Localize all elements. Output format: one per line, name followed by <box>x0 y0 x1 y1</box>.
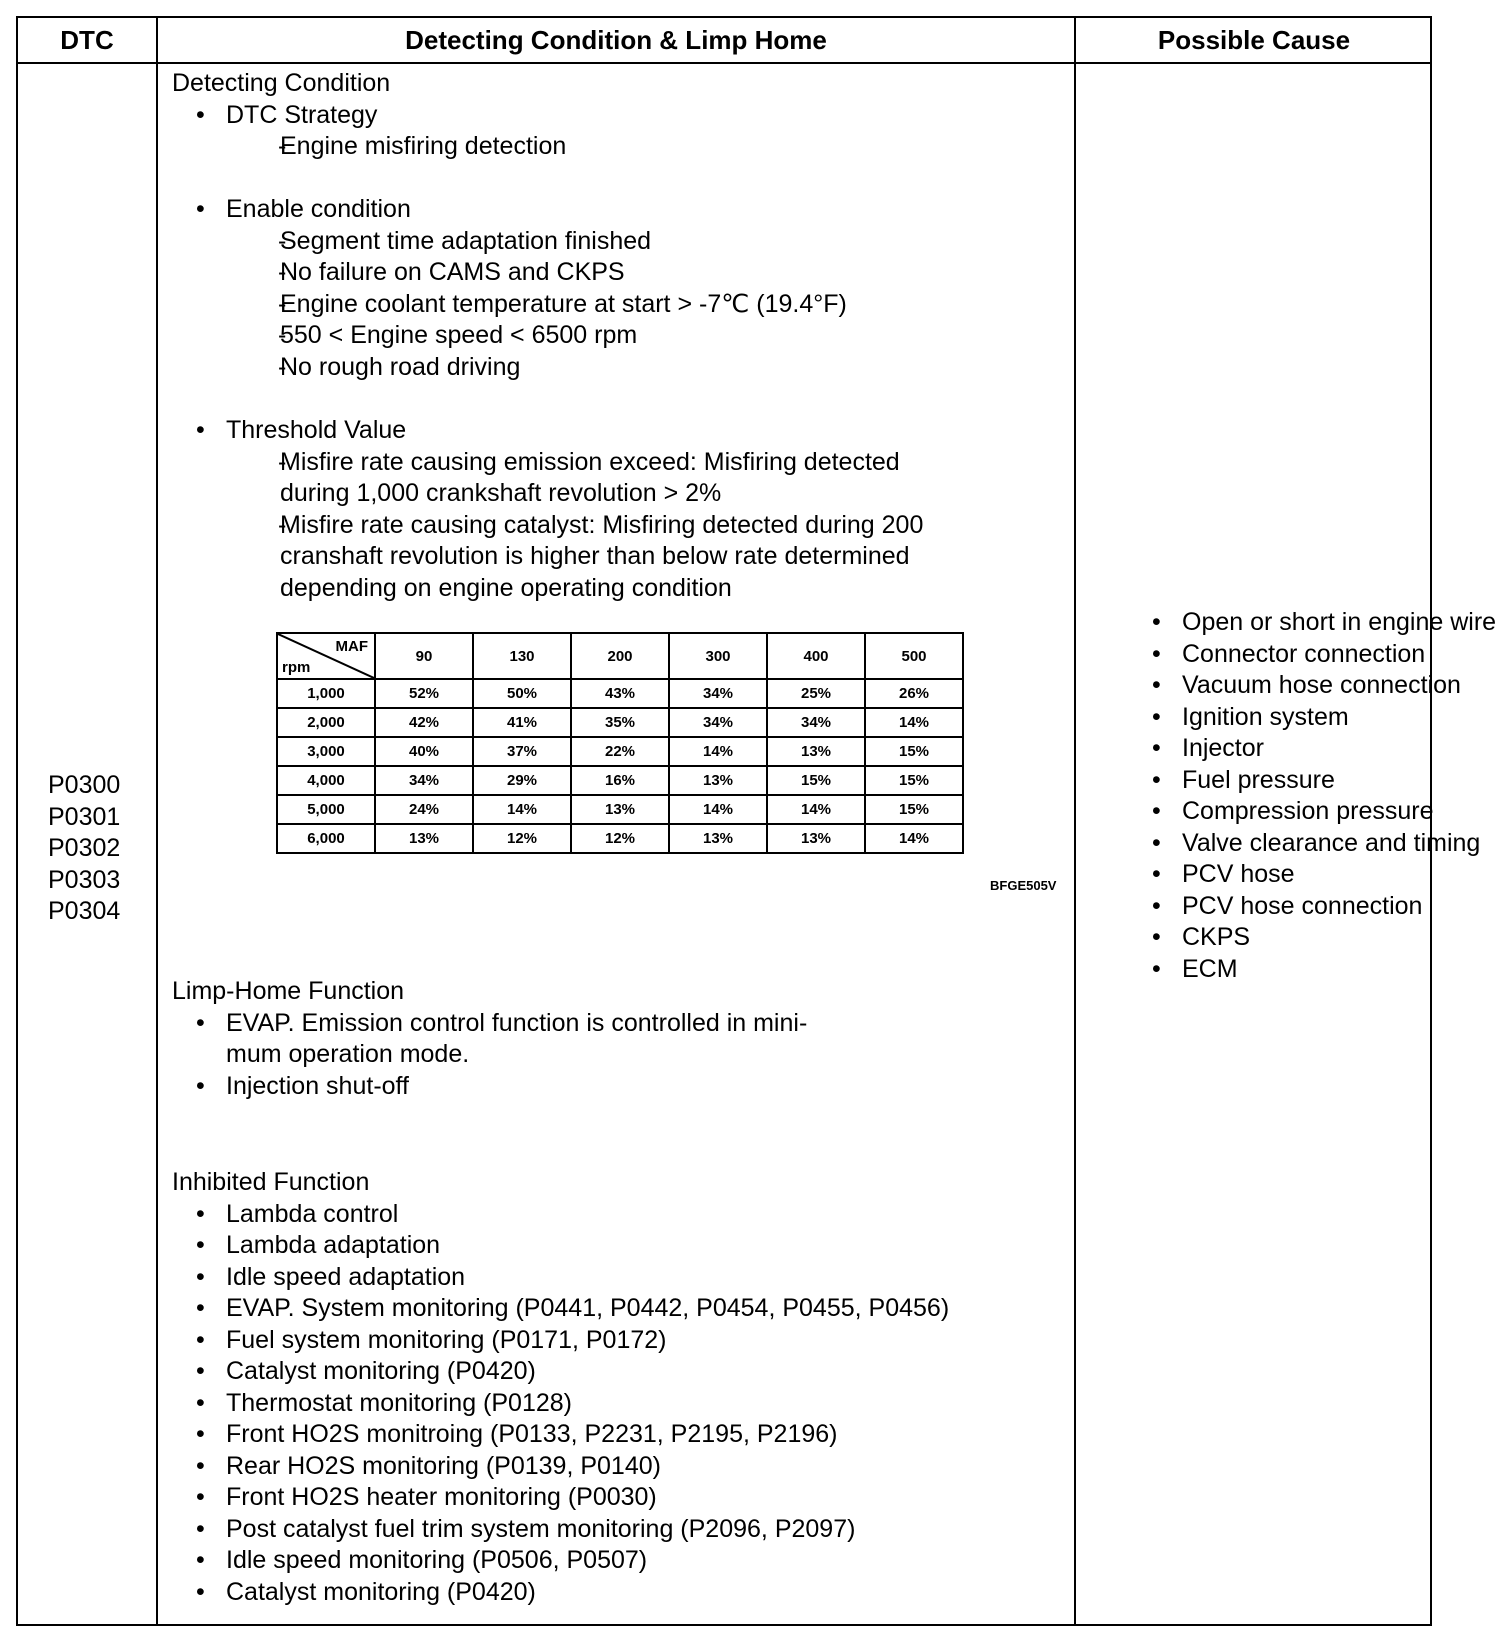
rate-cell: 34% <box>669 679 767 708</box>
maf-column-header: 400 <box>767 633 865 679</box>
rpm-cell: 6,000 <box>277 824 375 853</box>
table-header-row <box>277 633 963 679</box>
column-divider-2 <box>1074 16 1076 1626</box>
inhibited-function-section <box>172 1167 949 1608</box>
rate-cell: 29% <box>473 766 571 795</box>
maf-column-header: 200 <box>571 633 669 679</box>
rate-cell: 15% <box>767 766 865 795</box>
list-item: • Front HO2S heater monitoring (P0030) <box>172 1482 949 1514</box>
rate-cell: 25% <box>767 679 865 708</box>
list-item: • Fuel pressure <box>1128 765 1468 797</box>
dtc-code: P0304 <box>48 897 121 925</box>
column-divider-1 <box>156 16 158 1626</box>
list-item: • Threshold Value <box>172 415 923 447</box>
rate-cell: 43% <box>571 679 669 708</box>
header-detecting-condition: Detecting Condition & Limp Home <box>405 25 827 55</box>
rate-cell: 13% <box>375 824 473 853</box>
list-item: • Enable condition <box>172 194 847 226</box>
rpm-cell: 3,000 <box>277 737 375 766</box>
list-item: • CKPS <box>1128 922 1468 954</box>
list-item: • PCV hose connection <box>1128 891 1468 923</box>
list-item-continuation: cranshaft revolution is higher than below rate determined <box>280 542 910 570</box>
rate-cell: 15% <box>865 795 963 824</box>
table-row <box>277 737 963 766</box>
list-item: • Injection shut-off <box>172 1071 807 1103</box>
table-row <box>277 795 963 824</box>
list-item: - Misfire rate causing emission exceed: Misfiring detected <box>226 447 923 479</box>
list-item: • DTC Strategy <box>172 100 566 132</box>
dtc-code: P0300 <box>48 771 121 799</box>
maf-column-header: 90 <box>375 633 473 679</box>
list-item: - Engine coolant temperature at start > -7℃ (19.4°F) <box>226 289 847 321</box>
header-possible-cause: Possible Cause <box>1157 25 1351 55</box>
misfire-rate-table <box>276 632 964 854</box>
list-item: • Idle speed adaptation <box>172 1262 949 1294</box>
table-corner-cell <box>277 633 375 679</box>
list-item-continuation: during 1,000 crankshaft revolution > 2% <box>280 479 722 507</box>
list-item: • Ignition system <box>1128 702 1468 734</box>
rpm-cell: 5,000 <box>277 795 375 824</box>
rate-cell: 52% <box>375 679 473 708</box>
rate-cell: 22% <box>571 737 669 766</box>
rate-cell: 41% <box>473 708 571 737</box>
list-item-continuation: depending on engine operating condition <box>280 573 732 602</box>
table-row <box>277 766 963 795</box>
rate-cell: 14% <box>865 824 963 853</box>
rate-cell: 15% <box>865 766 963 795</box>
rate-cell: 50% <box>473 679 571 708</box>
list-item: • Catalyst monitoring (P0420) <box>172 1356 949 1388</box>
rate-cell: 13% <box>669 824 767 853</box>
rate-cell: 26% <box>865 679 963 708</box>
rate-cell: 40% <box>375 737 473 766</box>
table-row <box>277 708 963 737</box>
rate-cell: 42% <box>375 708 473 737</box>
list-item: - Engine misfiring detection <box>226 131 566 163</box>
list-item-continuation: mum operation mode. <box>226 1040 470 1068</box>
rate-cell: 24% <box>375 795 473 824</box>
rate-cell: 15% <box>865 737 963 766</box>
header-dtc: DTC <box>60 25 114 55</box>
section-title: Limp-Home Function <box>172 977 405 1005</box>
rate-cell: 35% <box>571 708 669 737</box>
table-row <box>277 824 963 853</box>
list-item: • Thermostat monitoring (P0128) <box>172 1388 949 1420</box>
list-item: - Segment time adaptation finished <box>226 226 847 258</box>
list-item: • EVAP. Emission control function is controlled in mini- <box>172 1008 807 1040</box>
rate-cell: 13% <box>767 737 865 766</box>
maf-axis-label: MAF <box>335 638 368 655</box>
list-item: • Lambda control <box>172 1199 949 1231</box>
list-item: - Misfire rate causing catalyst: Misfiring detected during 200 <box>226 510 923 542</box>
rpm-axis-label: rpm <box>282 659 311 676</box>
list-item: • Injector <box>1128 733 1468 765</box>
rpm-cell: 1,000 <box>277 679 375 708</box>
list-item: • Catalyst monitoring (P0420) <box>172 1577 949 1609</box>
list-item: • Front HO2S monitroing (P0133, P2231, P2195, P2196) <box>172 1419 949 1451</box>
rate-cell: 14% <box>865 708 963 737</box>
rate-cell: 37% <box>473 737 571 766</box>
rate-cell: 13% <box>767 824 865 853</box>
rpm-cell: 4,000 <box>277 766 375 795</box>
maf-column-header: 300 <box>669 633 767 679</box>
list-item: - No rough road driving <box>226 352 847 384</box>
list-item: • Idle speed monitoring (P0506, P0507) <box>172 1545 949 1577</box>
list-item: • Lambda adaptation <box>172 1230 949 1262</box>
detecting-condition-section <box>172 68 566 163</box>
maf-column-header: 500 <box>865 633 963 679</box>
rate-cell: 14% <box>669 737 767 766</box>
section-title: Inhibited Function <box>172 1168 370 1196</box>
rate-cell: 14% <box>473 795 571 824</box>
rpm-cell: 2,000 <box>277 708 375 737</box>
table-row <box>277 679 963 708</box>
list-item: • ECM <box>1128 954 1468 986</box>
list-item: • Valve clearance and timing <box>1128 828 1468 860</box>
list-item: • Rear HO2S monitoring (P0139, P0140) <box>172 1451 949 1483</box>
list-item: • Fuel system monitoring (P0171, P0172) <box>172 1325 949 1357</box>
list-item: • PCV hose <box>1128 859 1468 891</box>
list-item: - 550 < Engine speed < 6500 rpm <box>226 320 847 352</box>
maf-column-header: 130 <box>473 633 571 679</box>
figure-id: BFGE505V <box>990 878 1057 893</box>
enable-condition-section <box>172 194 847 383</box>
threshold-section <box>172 415 923 604</box>
section-title: Detecting Condition <box>172 69 391 97</box>
list-item: • Vacuum hose connection <box>1128 670 1468 702</box>
list-item: • Post catalyst fuel trim system monitoring (P2096, P2097) <box>172 1514 949 1546</box>
rate-cell: 13% <box>571 795 669 824</box>
dtc-code-list <box>48 770 120 928</box>
rate-cell: 12% <box>473 824 571 853</box>
list-item: • Connector connection <box>1128 639 1468 671</box>
list-item: • Open or short in engine wire <box>1128 607 1468 639</box>
rate-cell: 13% <box>669 766 767 795</box>
rate-cell: 34% <box>375 766 473 795</box>
rate-cell: 34% <box>669 708 767 737</box>
dtc-code: P0301 <box>48 802 121 831</box>
dtc-code: P0303 <box>48 865 121 894</box>
rate-cell: 34% <box>767 708 865 737</box>
rate-cell: 12% <box>571 824 669 853</box>
list-item: - No failure on CAMS and CKPS <box>226 257 847 289</box>
list-item: • Compression pressure <box>1128 796 1468 828</box>
list-item: • EVAP. System monitoring (P0441, P0442, P0454, P0455, P0456) <box>172 1293 949 1325</box>
dtc-code: P0302 <box>48 834 121 862</box>
rate-cell: 16% <box>571 766 669 795</box>
limp-home-section <box>172 976 807 1102</box>
possible-cause-list <box>1128 607 1497 985</box>
rate-cell: 14% <box>767 795 865 824</box>
rate-cell: 14% <box>669 795 767 824</box>
